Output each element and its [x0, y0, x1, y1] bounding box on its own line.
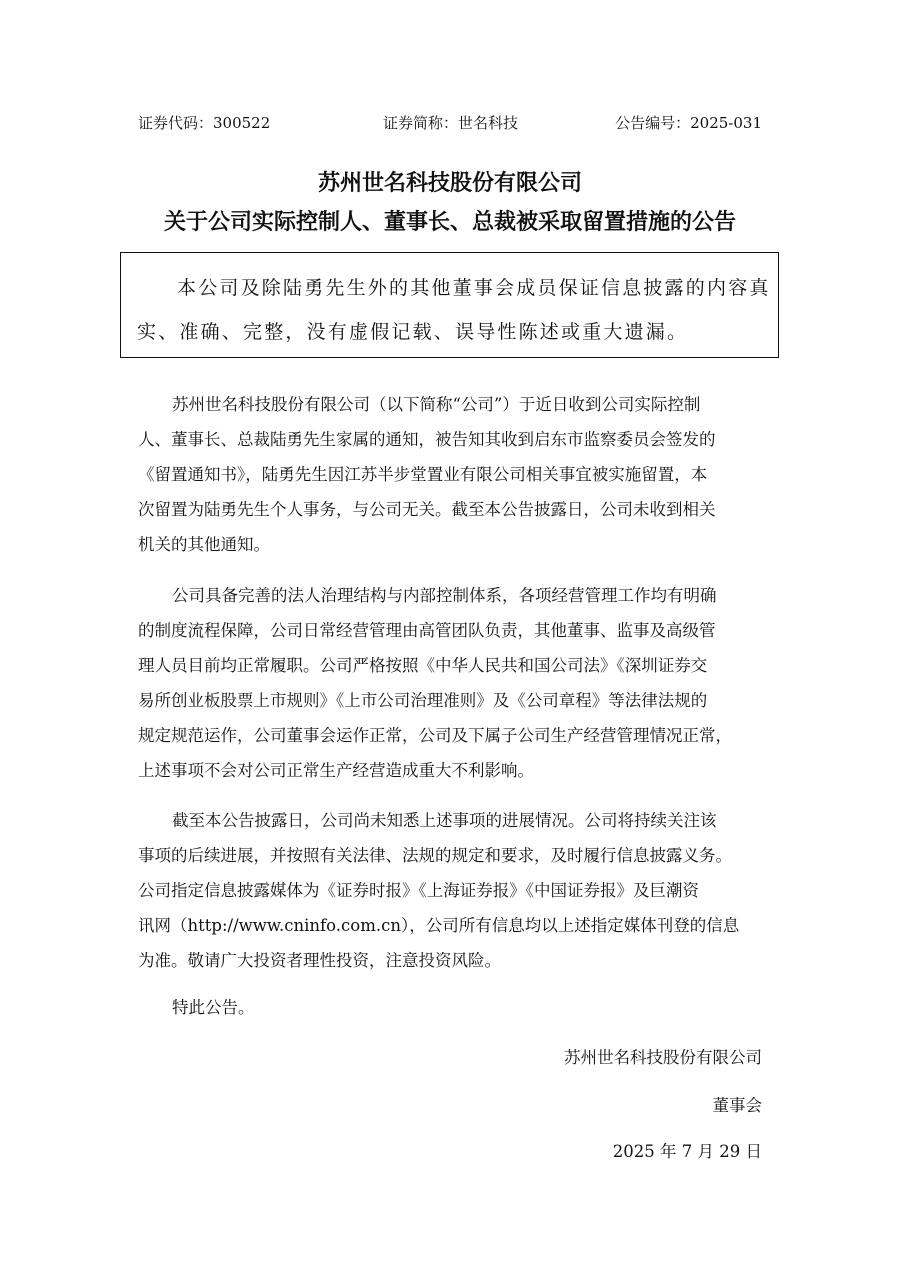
disclosure-line-1: 本公司及除陆勇先生外的其他董事会成员保证信息披露的内容真 — [177, 277, 771, 299]
paragraph-3-line-1: 截至本公告披露日，公司尚未知悉上述事项的进展情况。公司将持续关注该 — [172, 811, 717, 830]
paragraph-3-line-4: 讯网（http://www.cninfo.com.cn），公司所有信息均以上述指定媒体刊登的信息 — [138, 916, 740, 935]
paragraph-1-line-2: 人、董事长、总裁陆勇先生家属的通知，被告知其收到启东市监察委员会签发的 — [138, 430, 716, 449]
title-company: 苏州世名科技股份有限公司 — [317, 170, 582, 196]
paragraph-3-line-5: 为准。敬请广大投资者理性投资，注意投资风险。 — [138, 951, 501, 970]
title-subject: 关于公司实际控制人、董事长、总裁被采取留置措施的公告 — [163, 209, 736, 235]
stock-code: 证券代码：300522 — [138, 114, 271, 132]
paragraph-2-line-2: 的制度流程保障，公司日常经营管理由高管团队负责，其他董事、监事及高级管 — [138, 621, 716, 640]
signature-board: 董事会 — [712, 1096, 762, 1115]
signature-date: 2025 年 7 月 29 日 — [612, 1142, 762, 1161]
paragraph-2-line-6: 上述事项不会对公司正常生产经营造成重大不利影响。 — [138, 761, 534, 780]
stock-name: 证券简称：世名科技 — [383, 114, 519, 132]
paragraph-2-line-3: 理人员目前均正常履职。公司严格按照《中华人民共和国公司法》《深圳证券交 — [138, 656, 708, 675]
paragraph-3-line-3: 公司指定信息披露媒体为《证券时报》《上海证券报》《中国证券报》及巨潮资 — [138, 881, 699, 900]
paragraph-1-line-3: 《留置通知书》，陆勇先生因江苏半步堂置业有限公司相关事宜被实施留置，本 — [138, 465, 708, 484]
paragraph-3-line-2: 事项的后续进展，并按照有关法律、法规的规定和要求，及时履行信息披露义务。 — [138, 846, 732, 865]
document-header — [138, 112, 762, 134]
disclosure-statement-box — [120, 252, 779, 358]
announcement-number: 公告编号：2025-031 — [615, 114, 762, 132]
closing-statement: 特此公告。 — [172, 998, 255, 1017]
paragraph-1-line-5: 机关的其他通知。 — [138, 535, 270, 554]
paragraph-2-line-1: 公司具备完善的法人治理结构与内部控制体系，各项经营管理工作均有明确 — [172, 586, 717, 605]
signature-company: 苏州世名科技股份有限公司 — [564, 1048, 762, 1067]
paragraph-2-line-5: 规定规范运作，公司董事会运作正常，公司及下属子公司生产经营管理情况正常， — [138, 726, 732, 745]
paragraph-1-line-4: 次留置为陆勇先生个人事务，与公司无关。截至本公告披露日，公司未收到相关 — [138, 500, 716, 519]
paragraph-1-line-1: 苏州世名科技股份有限公司（以下简称“公司”）于近日收到公司实际控制 — [172, 395, 701, 414]
paragraph-2-line-4: 易所创业板股票上市规则》《上市公司治理准则》及《公司章程》等法律法规的 — [138, 691, 708, 710]
disclosure-line-2: 实、准确、完整，没有虚假记载、误导性陈述或重大遗漏。 — [137, 321, 689, 343]
